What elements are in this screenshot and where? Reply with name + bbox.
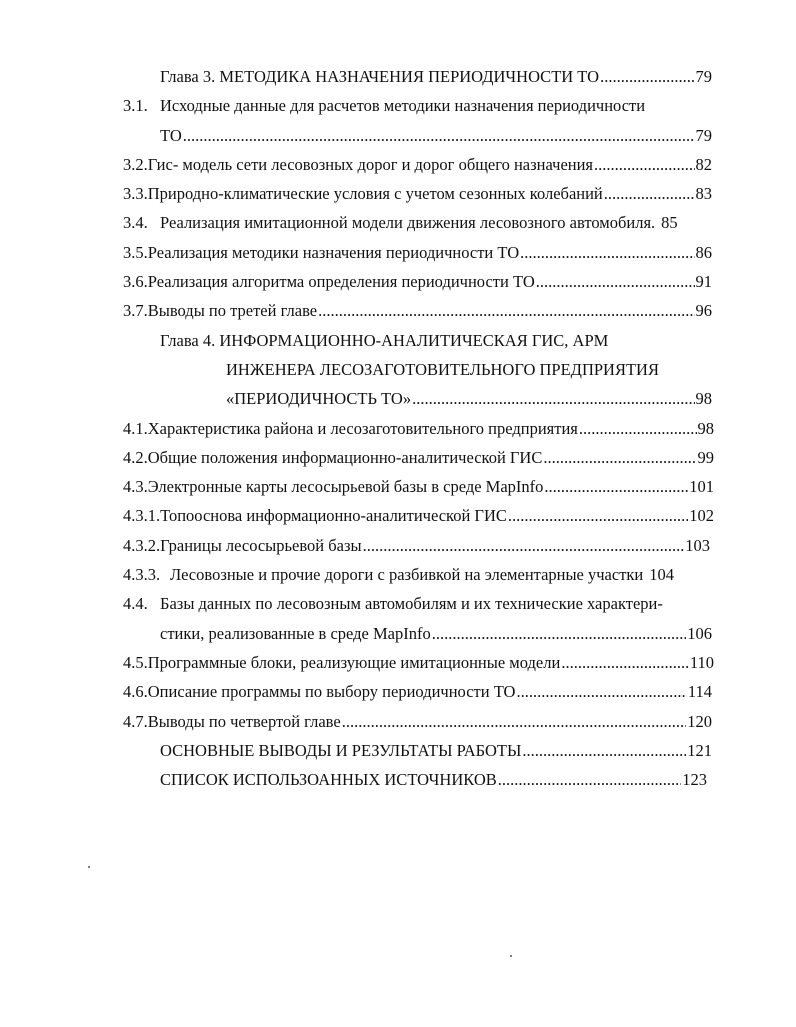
toc-entry-page: 99 <box>697 447 714 467</box>
toc-entry-number: 4.1. <box>123 418 148 438</box>
toc-entry <box>0 121 712 150</box>
toc-entry-title: Характеристика района и лесозаготовительного предприятия <box>147 418 578 438</box>
toc-entry-title: Выводы по третей главе <box>147 301 318 321</box>
table-of-contents <box>0 62 796 794</box>
toc-entry <box>0 326 712 355</box>
toc-entry-title: Базы данных по лесовозным автомобилям и их технические характери- <box>160 594 663 614</box>
toc-entry-number: 3.5. <box>123 242 148 262</box>
toc-entry <box>0 414 714 443</box>
dot-leader <box>363 531 685 560</box>
toc-entry-page: 98 <box>695 389 712 409</box>
toc-entry-title: Выводы по четвертой главе <box>147 711 341 731</box>
toc-entry-number: 3.4. <box>123 213 148 233</box>
toc-entry-page: 86 <box>695 242 712 262</box>
toc-entry-page: 96 <box>695 301 712 321</box>
dot-leader <box>579 414 697 443</box>
toc-entry-title: Топооснова информационно-аналитической ГИС <box>160 506 507 526</box>
toc-entry-number: 4.5. <box>123 652 148 672</box>
toc-entry-number: 4.4. <box>123 594 148 614</box>
toc-entry-page: 110 <box>689 652 714 672</box>
dot-leader <box>543 443 696 472</box>
toc-entry-page: 123 <box>682 770 707 790</box>
dot-leader <box>412 384 694 413</box>
toc-entry <box>0 707 712 736</box>
toc-entry <box>0 677 712 706</box>
toc-entry-title: Природно-климатические условия с учетом сезонных колебаний <box>147 184 603 204</box>
toc-entry-number: 4.7. <box>123 711 148 731</box>
toc-entry-number: 4.3. <box>123 477 148 497</box>
scan-speck <box>88 866 90 868</box>
dot-leader <box>536 267 695 296</box>
toc-entry <box>0 91 690 120</box>
toc-entry-number: 4.3.3. <box>123 565 161 585</box>
dot-leader <box>498 765 681 794</box>
toc-entry-page: 114 <box>687 682 712 702</box>
toc-entry <box>0 472 714 501</box>
toc-entry <box>0 648 714 677</box>
toc-entry-number: 3.2. <box>123 154 148 174</box>
toc-entry <box>0 619 712 648</box>
toc-entry <box>0 62 712 91</box>
toc-entry-title: Границы лесосырьевой базы <box>160 535 362 555</box>
toc-entry-number: 4.3.2. <box>123 535 161 555</box>
toc-entry <box>0 765 707 794</box>
toc-entry-title: «ПЕРИОДИЧНОСТЬ ТО» <box>226 389 412 409</box>
toc-entry-title: СПИСОК ИСПОЛЬЗОАННЫХ ИСТОЧНИКОВ <box>160 770 497 790</box>
dot-leader <box>516 677 686 706</box>
toc-entry <box>0 560 714 589</box>
toc-entry-title: стики, реализованные в среде MapInfo <box>160 623 431 643</box>
dot-leader <box>522 736 686 765</box>
toc-entry-title: Глава 3. МЕТОДИКА НАЗНАЧЕНИЯ ПЕРИОДИЧНОСТИ ТО <box>160 67 600 86</box>
toc-entry-title: Исходные данные для расчетов методики назначения периодичности <box>160 96 646 116</box>
dot-leader <box>544 472 688 501</box>
toc-entry-page: 106 <box>687 623 712 643</box>
dot-leader <box>604 179 695 208</box>
toc-entry-page: 104 <box>649 565 675 585</box>
toc-entry-page: 91 <box>695 272 712 292</box>
toc-entry <box>0 384 712 413</box>
toc-entry <box>0 531 710 560</box>
toc-entry-number: 3.3. <box>123 184 148 204</box>
dot-leader <box>561 648 689 677</box>
toc-entry <box>0 501 714 530</box>
dot-leader <box>318 296 694 325</box>
toc-entry <box>0 355 712 384</box>
toc-entry-page: 120 <box>687 711 712 731</box>
toc-entry-page: 103 <box>685 535 710 555</box>
toc-entry-title: ИНЖЕНЕРА ЛЕСОЗАГОТОВИТЕЛЬНОГО ПРЕДПРИЯТИЯ <box>226 359 659 379</box>
toc-entry-title: Глава 4. ИНФОРМАЦИОННО-АНАЛИТИЧЕСКАЯ ГИС, АРМ <box>160 330 609 350</box>
dot-leader <box>600 62 694 91</box>
toc-entry-page: 98 <box>697 418 714 438</box>
toc-entry-title: Лесовозные и прочие дороги с разбивкой на элементарные участки <box>170 565 644 585</box>
toc-entry-number: 4.3.1. <box>123 506 161 526</box>
toc-entry <box>0 150 712 179</box>
toc-entry <box>0 179 712 208</box>
toc-entry-number: 4.6. <box>123 682 148 702</box>
toc-entry-page: 85 <box>661 213 678 233</box>
toc-entry-title: Описание программы по выбору периодичности ТО <box>147 682 516 702</box>
dot-leader <box>342 707 687 736</box>
scan-speck <box>510 955 512 957</box>
toc-entry <box>0 208 712 237</box>
toc-entry <box>0 589 705 618</box>
toc-entry-title: Реализация имитационной модели движения лесовозного автомобиля. <box>160 213 656 233</box>
toc-entry <box>0 296 712 325</box>
dot-leader <box>520 238 694 267</box>
toc-entry-title: ОСНОВНЫЕ ВЫВОДЫ И РЕЗУЛЬТАТЫ РАБОТЫ <box>160 740 522 760</box>
dot-leader <box>432 619 687 648</box>
dot-leader <box>594 150 694 179</box>
toc-entry-page: 79 <box>695 125 712 145</box>
toc-entry-page: 82 <box>695 154 712 174</box>
toc-entry <box>0 736 712 765</box>
toc-entry-number: 3.7. <box>123 301 148 321</box>
toc-entry-title: Реализация методики назначения периодичности ТО <box>147 242 520 262</box>
toc-entry-number: 3.1. <box>123 96 148 116</box>
toc-entry <box>0 267 712 296</box>
toc-entry-title: ТО <box>160 125 182 145</box>
toc-entry-page: 83 <box>695 184 712 204</box>
toc-entry <box>0 443 714 472</box>
toc-entry-number: 3.6. <box>123 272 148 292</box>
toc-entry <box>0 238 712 267</box>
toc-entry-title: Электронные карты лесосырьевой базы в среде MapInfo <box>147 477 544 497</box>
toc-entry-page: 79 <box>695 67 712 86</box>
toc-entry-page: 102 <box>689 506 714 526</box>
toc-entry-title: Общие положения информационно-аналитической ГИС <box>147 447 543 467</box>
dot-leader <box>183 121 695 150</box>
toc-entry-title: Гис- модель сети лесовозных дорог и дорог общего назначения <box>147 154 594 174</box>
dot-leader <box>508 501 688 530</box>
toc-entry-title: Реализация алгоритма определения периодичности ТО <box>147 272 535 292</box>
toc-entry-title: Программные блоки, реализующие имитационные модели <box>147 652 561 672</box>
toc-entry-page: 121 <box>687 740 712 760</box>
toc-entry-number: 4.2. <box>123 447 148 467</box>
toc-entry-page: 101 <box>689 477 714 497</box>
